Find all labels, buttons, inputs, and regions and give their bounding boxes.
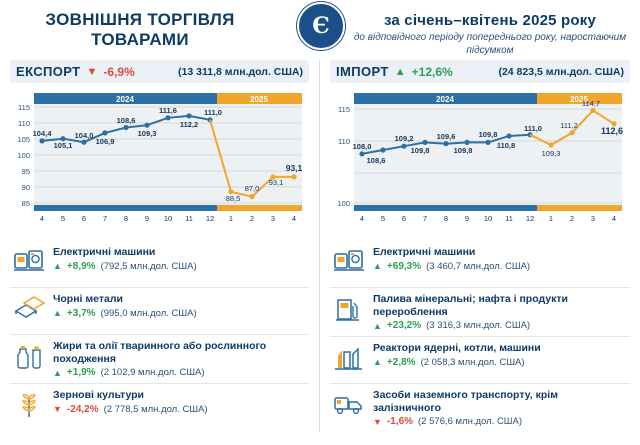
svg-text:7: 7 — [422, 214, 428, 223]
triangle-down-icon: ▼ — [373, 416, 382, 427]
fuel-station-icon — [332, 293, 366, 323]
svg-text:108,6: 108,6 — [116, 116, 136, 125]
svg-text:5: 5 — [60, 214, 66, 223]
fats-oils-icon — [12, 340, 46, 370]
svg-text:2: 2 — [249, 214, 255, 223]
item-name: Палива мінеральні; нафта і продукти перероблення — [373, 293, 568, 318]
triangle-up-icon: ▲ — [53, 308, 62, 319]
svg-text:6: 6 — [401, 214, 407, 223]
svg-text:95: 95 — [21, 167, 30, 176]
svg-text:104,4: 104,4 — [32, 129, 52, 138]
svg-text:104,0: 104,0 — [74, 131, 94, 140]
import-summary-bar — [330, 60, 630, 83]
triangle-up-icon: ▲ — [373, 357, 382, 368]
svg-text:108,6: 108,6 — [366, 156, 386, 165]
reactors-boilers-icon — [332, 342, 366, 372]
svg-text:112,6: 112,6 — [600, 126, 624, 136]
list-item — [10, 335, 309, 384]
emblem-letter: Є — [297, 2, 345, 50]
state-emblem — [297, 2, 343, 48]
export-label: ЕКСПОРТ — [16, 64, 81, 79]
svg-text:93,1: 93,1 — [285, 163, 303, 173]
svg-text:90: 90 — [21, 183, 30, 192]
item-name: Реактори ядерні, котли, машини — [373, 342, 541, 355]
period-title — [340, 0, 640, 57]
item-change: -1,6% — [386, 416, 414, 428]
svg-text:111,0: 111,0 — [524, 124, 542, 133]
svg-text:110,8: 110,8 — [496, 141, 516, 150]
page-title: ЗОВНІШНЯ ТОРГІВЛЯ ТОВАРАМИ — [45, 10, 235, 50]
svg-text:110: 110 — [18, 119, 30, 128]
svg-text:1: 1 — [548, 214, 554, 223]
export-chart-svg — [10, 87, 310, 237]
item-name: Засоби наземного транспорту, крім залізничного — [373, 389, 558, 414]
svg-text:4: 4 — [291, 214, 297, 223]
svg-text:2024: 2024 — [436, 95, 454, 104]
item-value: (2 576,6 млн.дол. США) — [418, 416, 523, 428]
import-items-list — [330, 241, 630, 432]
item-change: +69,3% — [386, 260, 422, 272]
item-value: (2 778,5 млн.дол. США) — [103, 403, 208, 415]
triangle-up-icon: ▲ — [373, 261, 382, 272]
grain-icon — [12, 389, 46, 419]
import-chart — [330, 87, 630, 237]
svg-text:112,2: 112,2 — [179, 120, 199, 129]
export-percent: -6,9% — [103, 64, 135, 79]
import-percent: +12,6% — [411, 64, 453, 79]
import-column — [320, 60, 640, 432]
period-sub: до відповідного періоду попереднього року, наростаючим підсумком — [353, 32, 627, 56]
svg-text:108,0: 108,0 — [352, 142, 372, 151]
svg-text:109,8: 109,8 — [410, 146, 430, 155]
svg-text:100: 100 — [337, 199, 350, 208]
svg-text:11: 11 — [185, 214, 193, 223]
arrow-down-icon: ▼ — [86, 65, 98, 78]
ferrous-metals-icon — [12, 293, 46, 323]
item-change: +2,8% — [386, 356, 416, 368]
list-item — [330, 384, 630, 432]
item-value: (2 058,3 млн.дол. США) — [420, 356, 525, 368]
svg-text:11: 11 — [505, 214, 513, 223]
item-value: (995,0 млн.дол. США) — [100, 307, 197, 319]
export-amount: (13 311,8 млн.дол. США) — [178, 65, 303, 78]
triangle-down-icon: ▼ — [53, 404, 62, 415]
item-value: (3 316,3 млн.дол. США) — [426, 320, 531, 332]
svg-text:4: 4 — [39, 214, 45, 223]
export-items-list — [10, 241, 309, 430]
svg-text:115: 115 — [338, 105, 350, 114]
svg-text:4: 4 — [359, 214, 365, 223]
item-value: (3 460,7 млн.дол. США) — [426, 260, 531, 272]
svg-text:114,7: 114,7 — [581, 99, 601, 108]
content-columns — [0, 60, 640, 432]
item-name: Електричні машини — [373, 246, 476, 258]
svg-text:93,1: 93,1 — [268, 178, 284, 187]
item-change: +3,7% — [66, 307, 96, 319]
triangle-up-icon: ▲ — [53, 261, 62, 272]
svg-text:106,9: 106,9 — [95, 137, 115, 146]
svg-text:109,3: 109,3 — [137, 129, 157, 138]
svg-text:7: 7 — [102, 214, 108, 223]
item-value: (792,5 млн.дол. США) — [100, 260, 197, 272]
svg-text:12: 12 — [525, 214, 535, 223]
item-change: -24,2% — [66, 403, 99, 415]
list-item — [10, 288, 309, 335]
list-item — [330, 288, 630, 337]
item-name: Жири та олії тваринного або рослинного походження — [53, 340, 267, 365]
svg-text:109,3: 109,3 — [541, 149, 561, 158]
electric-machines-icon — [332, 246, 366, 276]
list-item — [10, 384, 309, 430]
svg-text:109,2: 109,2 — [394, 134, 414, 143]
arrow-up-icon: ▲ — [394, 65, 406, 78]
svg-text:110: 110 — [338, 137, 350, 146]
export-column — [0, 60, 320, 432]
import-chart-svg — [330, 87, 630, 237]
svg-text:2024: 2024 — [116, 95, 134, 104]
svg-text:2: 2 — [569, 214, 575, 223]
svg-text:12: 12 — [205, 214, 215, 223]
svg-text:105: 105 — [17, 135, 30, 144]
item-change: +23,2% — [386, 320, 422, 332]
svg-text:87,0: 87,0 — [244, 184, 260, 193]
svg-text:85: 85 — [21, 199, 30, 208]
ground-transport-icon — [332, 389, 366, 419]
svg-text:10: 10 — [483, 214, 493, 223]
svg-text:2025: 2025 — [250, 95, 268, 104]
import-amount: (24 823,5 млн.дол. США) — [498, 65, 624, 78]
svg-text:8: 8 — [443, 214, 449, 223]
svg-text:100: 100 — [17, 151, 30, 160]
svg-text:1: 1 — [228, 214, 234, 223]
svg-text:111,2: 111,2 — [560, 121, 578, 130]
item-change: +1,9% — [66, 367, 96, 379]
svg-text:109,6: 109,6 — [436, 132, 456, 141]
svg-text:109,8: 109,8 — [478, 130, 498, 139]
svg-text:2025: 2025 — [570, 95, 588, 104]
item-value: (2 102,9 млн.дол. США) — [100, 367, 205, 379]
svg-text:9: 9 — [144, 214, 150, 223]
svg-text:111,0: 111,0 — [204, 108, 222, 117]
svg-text:5: 5 — [380, 214, 386, 223]
export-chart — [10, 87, 309, 237]
triangle-up-icon: ▲ — [373, 320, 382, 331]
export-summary-bar — [10, 60, 309, 83]
import-label: ІМПОРТ — [336, 64, 389, 79]
svg-text:10: 10 — [163, 214, 173, 223]
svg-text:4: 4 — [611, 214, 617, 223]
list-item — [10, 241, 309, 288]
svg-text:8: 8 — [123, 214, 129, 223]
triangle-up-icon: ▲ — [53, 367, 62, 378]
item-change: +8,9% — [66, 260, 96, 272]
list-item — [330, 337, 630, 384]
item-name: Електричні машини — [53, 246, 156, 258]
electric-machines-icon — [12, 246, 46, 276]
item-name: Чорні метали — [53, 293, 123, 305]
svg-text:105,1: 105,1 — [53, 141, 73, 150]
svg-text:3: 3 — [270, 214, 276, 223]
svg-text:3: 3 — [590, 214, 596, 223]
svg-text:111,6: 111,6 — [159, 106, 177, 115]
item-name: Зернові культури — [53, 389, 145, 402]
svg-text:88,5: 88,5 — [225, 194, 241, 203]
svg-text:109,8: 109,8 — [453, 146, 473, 155]
svg-text:6: 6 — [81, 214, 87, 223]
page-header — [0, 0, 640, 60]
period-main: за січень–квітень 2025 року — [383, 12, 597, 29]
list-item — [330, 241, 630, 288]
svg-text:115: 115 — [18, 103, 30, 112]
svg-text:9: 9 — [464, 214, 470, 223]
